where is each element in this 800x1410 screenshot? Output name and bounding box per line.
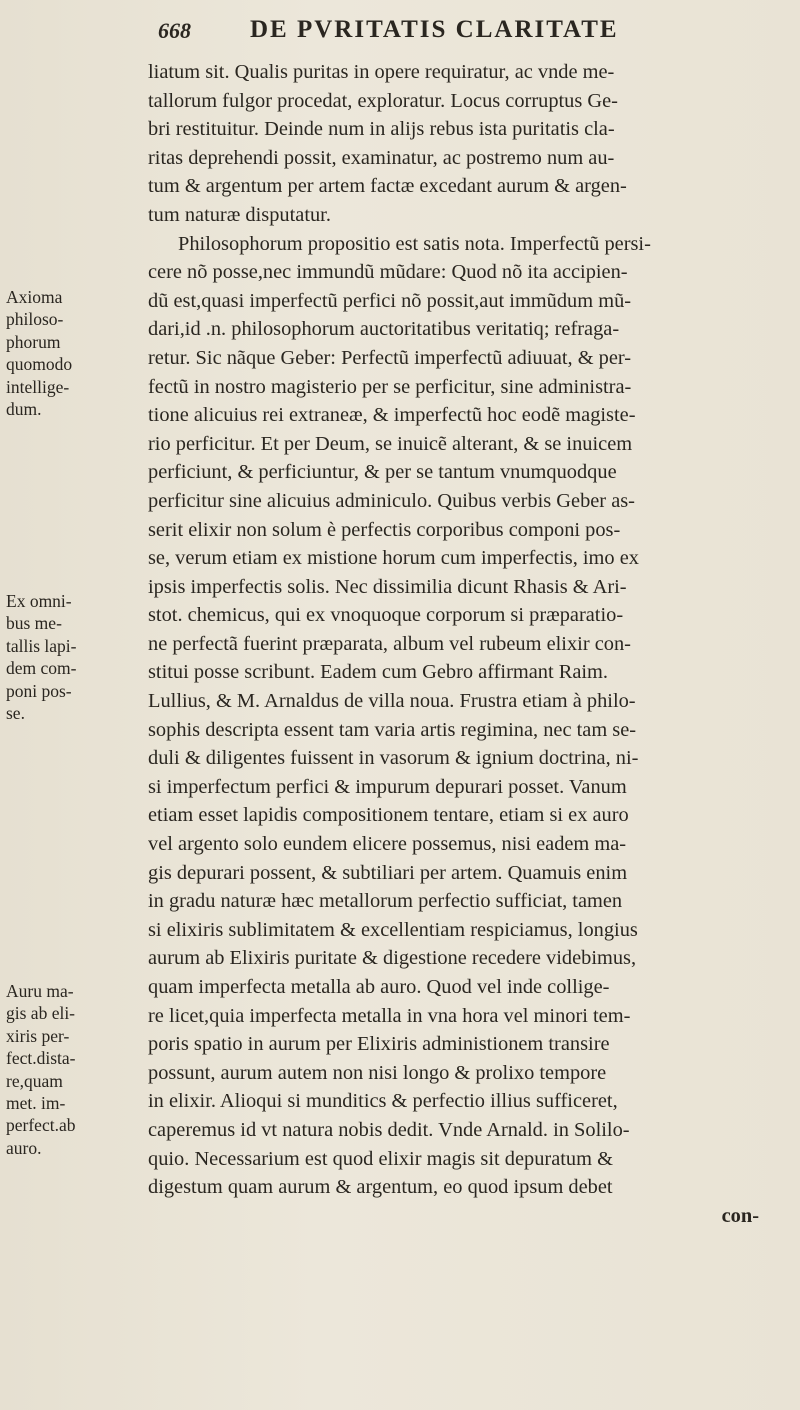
margin-line: Ex omni- bbox=[6, 591, 72, 611]
margin-line: perfect.ab bbox=[6, 1115, 76, 1136]
text-line: Philosophorum propositio est satis nota. Imperfectũ persi- bbox=[178, 232, 651, 255]
margin-line: bus me- bbox=[6, 613, 62, 634]
text-line: stitui posse scribunt. Eadem cum Gebro affirmant Raim. bbox=[148, 661, 609, 684]
margin-line: Axioma bbox=[6, 287, 63, 307]
text-line: quam imperfecta metalla ab auro. Quod vel inde collige- bbox=[148, 976, 610, 998]
text-line: aurum ab Elixiris puritate & digestione recedere videbimus, bbox=[148, 947, 637, 970]
text-line: ritas deprehendi possit, examinatur, ac postremo num au- bbox=[148, 146, 615, 169]
text-line: in gradu naturæ hæc metallorum perfectio sufficiat, tamen bbox=[148, 890, 623, 913]
text-line: quio. Necessarium est quod elixir magis sit depuratum & bbox=[148, 1147, 613, 1170]
margin-line: poni pos- bbox=[6, 680, 72, 701]
margin-note-ex-omnibus bbox=[6, 590, 116, 724]
margin-line: dem com- bbox=[6, 658, 77, 679]
text-line: serit elixir non solum è perfectis corporibus componi pos- bbox=[148, 518, 621, 541]
margin-line: philoso- bbox=[6, 309, 64, 330]
body-text bbox=[148, 58, 773, 1230]
text-line: dari,id .n. philosophorum auctoritatibus veritatiq; refraga- bbox=[148, 318, 620, 341]
margin-line: met. im- bbox=[6, 1093, 66, 1114]
text-line: tum naturæ disputatur. bbox=[148, 203, 331, 226]
margin-line: intellige- bbox=[6, 376, 70, 397]
text-line: tum & argentum per artem factæ excedant aurum & argen- bbox=[148, 175, 627, 198]
margin-note-axioma bbox=[6, 286, 116, 420]
margin-line: se. bbox=[6, 703, 25, 724]
margin-line: quomodo bbox=[6, 354, 73, 375]
catchword: con- bbox=[721, 1204, 759, 1227]
margin-note-aurum bbox=[6, 980, 116, 1159]
text-line: retur. Sic nãque Geber: Perfectũ imperfectũ adiuuat, & per- bbox=[148, 346, 632, 369]
text-line: tallorum fulgor procedat, exploratur. Locus corruptus Ge- bbox=[148, 89, 618, 112]
margin-line: phorum bbox=[6, 331, 61, 352]
text-line: dũ est,quasi imperfectũ perfici nõ possit,aut immũdum mũ- bbox=[148, 289, 632, 312]
margin-line: gis ab eli- bbox=[6, 1003, 76, 1024]
margin-line: re,quam bbox=[6, 1070, 63, 1091]
text-line: stot. chemicus, qui ex vnoquoque corporum si præparatio- bbox=[148, 604, 624, 627]
page-header bbox=[150, 14, 770, 50]
text-line: sophis descripta essent tam varia artis regimina, nec tam se- bbox=[148, 718, 637, 741]
text-line: perficitur sine alicuius adminiculo. Quibus verbis Geber as- bbox=[148, 489, 635, 512]
text-line: digestum quam aurum & argentum, eo quod ipsum debet bbox=[148, 1176, 613, 1199]
text-line: rio perficitur. Et per Deum, se inuicẽ alterant, & se inuicem bbox=[148, 432, 633, 455]
text-line: si imperfectum perfici & impurum depurari posset. Vanum bbox=[148, 775, 627, 798]
page-number: 668 bbox=[158, 18, 191, 43]
margin-line: tallis lapi- bbox=[6, 635, 77, 656]
text-line: tione alicuius rei extraneæ, & imperfectũ hoc eodẽ magiste- bbox=[148, 404, 636, 427]
text-line: si elixiris sublimitatem & excellentiam respiciamus, longius bbox=[148, 918, 638, 941]
text-line: vel argento solo eundem elicere possemus, nisi eadem ma- bbox=[148, 833, 627, 856]
text-line: ne perfectã fuerint præparata, album vel rubeum elixir con- bbox=[148, 632, 631, 655]
text-line: liatum sit. Qualis puritas in opere requiratur, ac vnde me- bbox=[148, 61, 615, 83]
margin-line: fect.dista- bbox=[6, 1048, 76, 1069]
text-line: perficiunt, & perficiuntur, & per se tantum vnumquodque bbox=[148, 461, 617, 484]
margin-line: dum. bbox=[6, 399, 42, 420]
margin-line: Auru ma- bbox=[6, 981, 74, 1001]
running-head: DE PVRITATIS CLARITATE bbox=[250, 16, 619, 43]
text-line: fectũ in nostro magisterio per se perficitur, sine administra- bbox=[148, 375, 632, 398]
text-line: cere nõ posse,nec immundũ mũdare: Quod nõ ita accipien- bbox=[148, 261, 628, 284]
text-line: duli & diligentes fuissent in vasorum & ignium doctrina, ni- bbox=[148, 747, 639, 770]
text-line: etiam esset lapidis compositionem tentare, etiam si ex auro bbox=[148, 804, 629, 827]
text-line: ipsis imperfectis solis. Nec dissimilia dicunt Rhasis & Ari- bbox=[148, 575, 627, 598]
text-line: caperemus id vt natura nobis dedit. Vnde Arnald. in Solilo- bbox=[148, 1118, 630, 1141]
text-line: in elixir. Alioqui si munditics & perfectio illius sufficeret, bbox=[148, 1090, 618, 1113]
text-line: Lullius, & M. Arnaldus de villa noua. Frustra etiam à philo- bbox=[148, 690, 636, 713]
text-line: bri restituitur. Deinde num in alijs rebus ista puritatis cla- bbox=[148, 118, 615, 141]
text-line: possunt, aurum autem non nisi longo & prolixo tempore bbox=[148, 1061, 607, 1084]
text-line: poris spatio in aurum per Elixiris administionem transire bbox=[148, 1033, 610, 1056]
margin-line: xiris per- bbox=[6, 1025, 70, 1046]
margin-line: auro. bbox=[6, 1137, 42, 1158]
text-line: se, verum etiam ex mistione horum cum imperfectis, imo ex bbox=[148, 547, 639, 570]
text-line: gis depurari possent, & subtiliari per artem. Quamuis enim bbox=[148, 861, 628, 884]
text-line: re licet,quia imperfecta metalla in vna hora vel minori tem- bbox=[148, 1004, 631, 1027]
